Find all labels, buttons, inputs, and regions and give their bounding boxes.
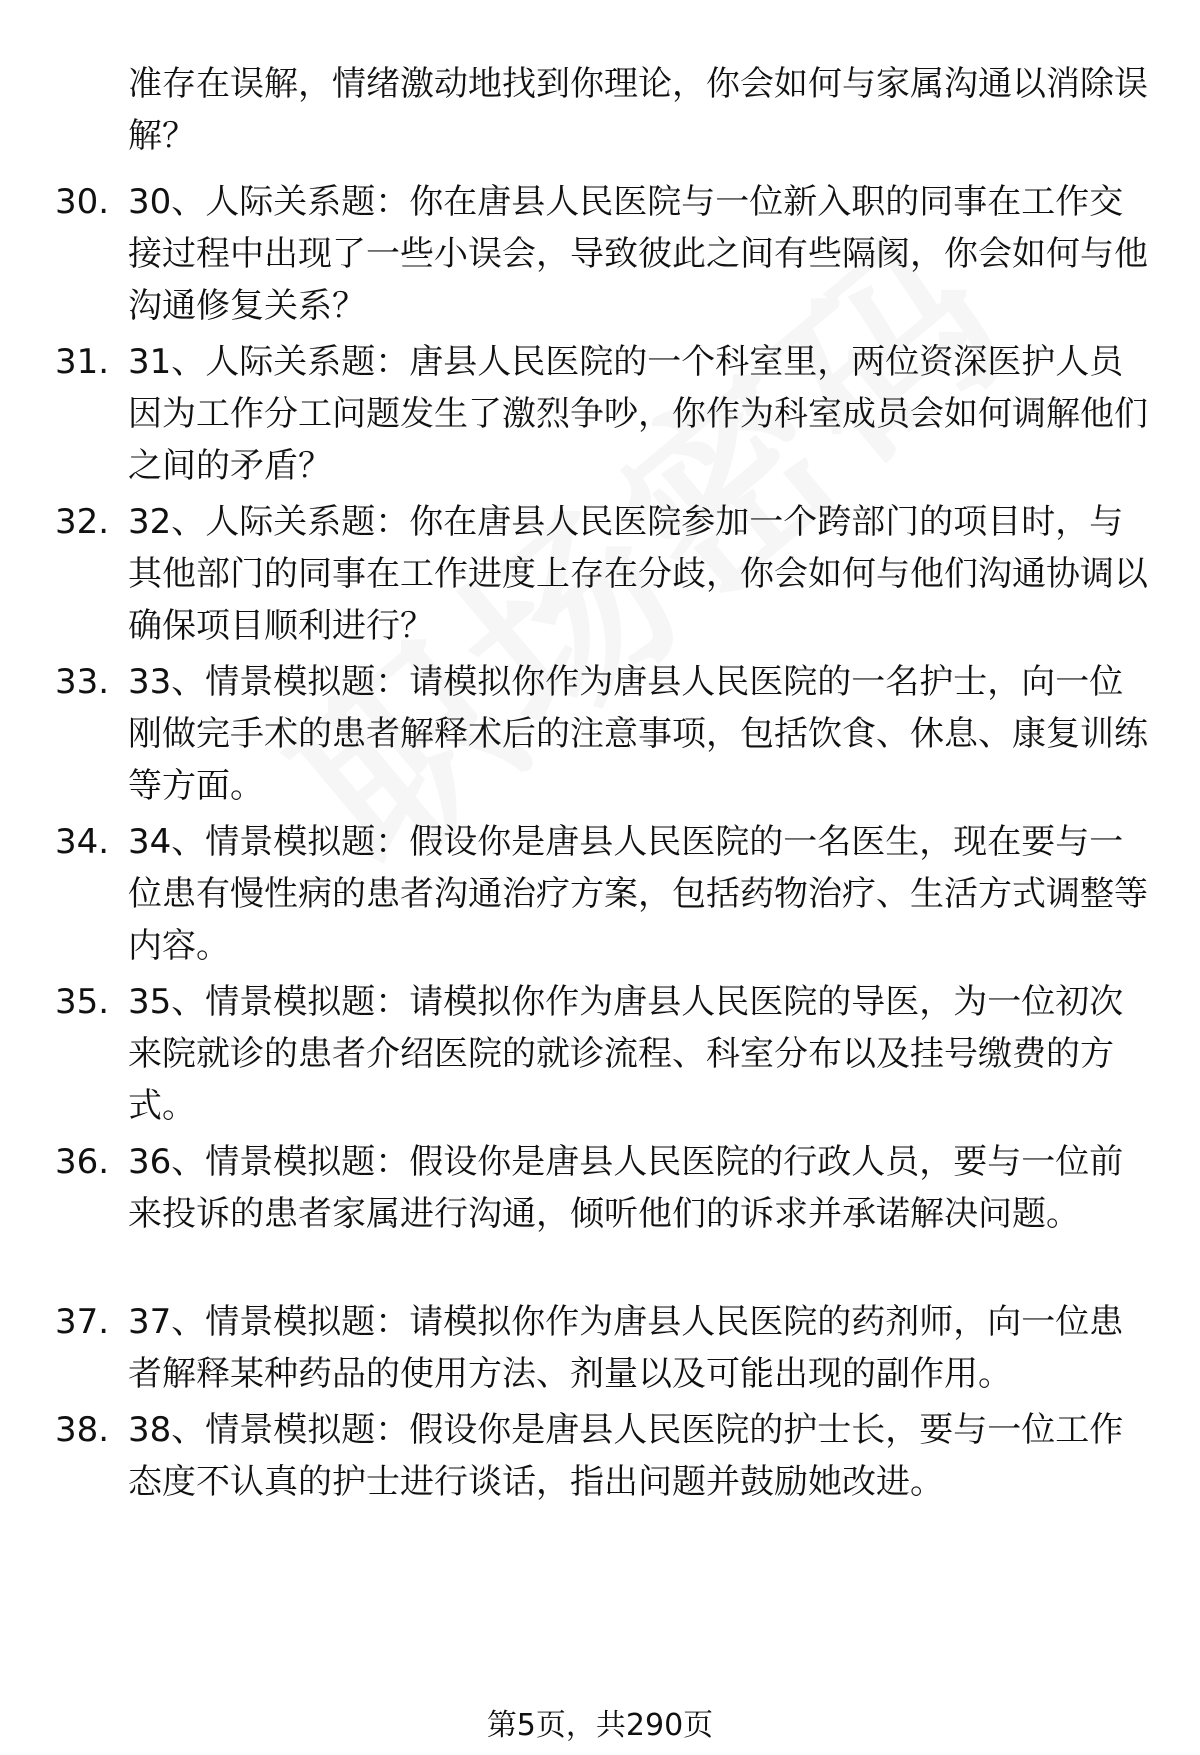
item-text: 32、人际关系题：你在唐县人民医院参加一个跨部门的项目时，与其他部门的同事在工作进度上存在分歧，你会如何与他们沟通协调以确保项目顺利进行？: [128, 502, 1148, 646]
item-number: 33.: [55, 662, 110, 702]
item-number: 30.: [55, 182, 110, 222]
item-text: 30、人际关系题：你在唐县人民医院与一位新入职的同事在工作交接过程中出现了一些小误会，导致彼此之间有些隔阂，你会如何与他沟通修复关系？: [128, 182, 1148, 326]
continued-question-text: 准存在误解，情绪激动地找到你理论，你会如何与家属沟通以消除误解？: [128, 64, 1148, 156]
item-text: 34、情景模拟题：假设你是唐县人民医院的一名医生，现在要与一位患有慢性病的患者沟通治疗方案，包括药物治疗、生活方式调整等内容。: [128, 822, 1148, 966]
item-number: 34.: [55, 822, 110, 862]
item-number: 32.: [55, 502, 110, 542]
item-text: 33、情景模拟题：请模拟你作为唐县人民医院的一名护士，向一位刚做完手术的患者解释术后的注意事项，包括饮食、休息、康复训练等方面。: [128, 662, 1148, 806]
item-text: 31、人际关系题：唐县人民医院的一个科室里，两位资深医护人员因为工作分工问题发生了激烈争吵，你作为科室成员会如何调解他们之间的矛盾？: [128, 342, 1148, 486]
item-text: 37、情景模拟题：请模拟你作为唐县人民医院的药剂师，向一位患者解释某种药品的使用方法、剂量以及可能出现的副作用。: [128, 1302, 1124, 1394]
item-number: 35.: [55, 982, 110, 1022]
item-text: 38、情景模拟题：假设你是唐县人民医院的护士长，要与一位工作态度不认真的护士进行谈话，指出问题并鼓励她改进。: [128, 1410, 1124, 1502]
item-text: 36、情景模拟题：假设你是唐县人民医院的行政人员，要与一位前来投诉的患者家属进行沟通，倾听他们的诉求并承诺解决问题。: [128, 1142, 1124, 1234]
item-text: 35、情景模拟题：请模拟你作为唐县人民医院的导医，为一位初次来院就诊的患者介绍医院的就诊流程、科室分布以及挂号缴费的方式。: [128, 982, 1124, 1126]
item-number: 37.: [55, 1302, 110, 1342]
item-number: 36.: [55, 1142, 110, 1182]
item-number: 31.: [55, 342, 110, 382]
page-footer: 第5页，共290页: [486, 1708, 714, 1743]
item-number: 38.: [55, 1410, 110, 1450]
